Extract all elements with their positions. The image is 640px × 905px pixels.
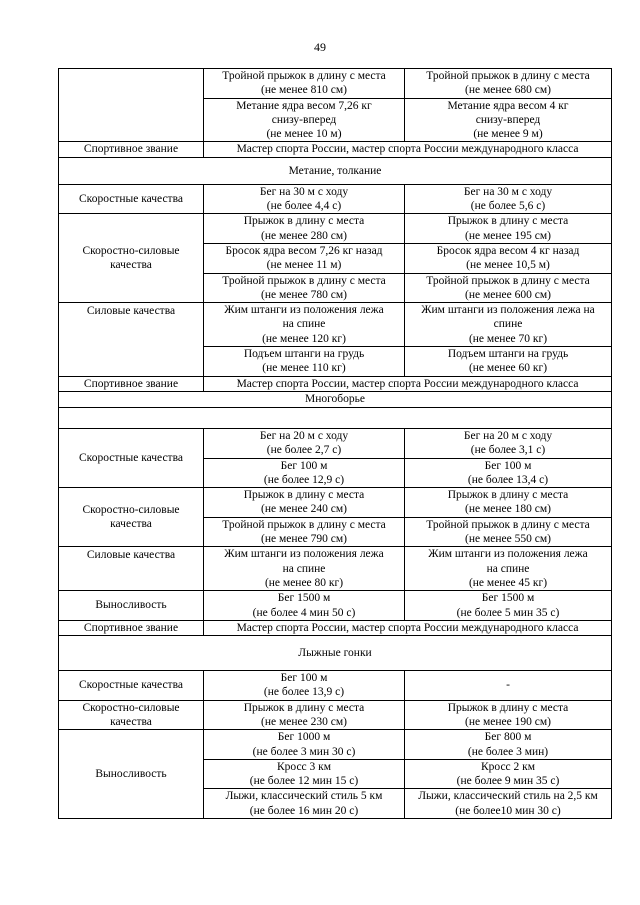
quality-label: Спортивное звание bbox=[59, 142, 204, 157]
table-row bbox=[59, 700, 612, 730]
quality-label: Выносливость bbox=[59, 591, 204, 621]
norm-cell: Тройной прыжок в длину с места (не менее 680 см) bbox=[405, 69, 612, 99]
table-row bbox=[59, 214, 612, 244]
table-row bbox=[59, 407, 612, 428]
section-header-row bbox=[59, 636, 612, 671]
norm-cell: Жим штанги из положения лежа на спине (не менее 70 кг) bbox=[405, 303, 612, 347]
quality-label: Скоростно-силовые качества bbox=[59, 700, 204, 730]
norm-cell: Подъем штанги на грудь (не менее 60 кг) bbox=[405, 347, 612, 377]
quality-label: Скоростные качества bbox=[59, 184, 204, 214]
rank-value: Мастер спорта России, мастер спорта России международного класса bbox=[204, 620, 612, 635]
quality-label: Скоростные качества bbox=[59, 428, 204, 487]
norm-cell: Тройной прыжок в длину с места (не менее 550 см) bbox=[405, 517, 612, 547]
norm-cell: Бег на 20 м с ходу (не более 3,1 с) bbox=[405, 428, 612, 458]
norm-cell: Бросок ядра весом 7,26 кг назад (не менее 11 м) bbox=[204, 243, 405, 273]
norm-cell: Подъем штанги на грудь (не менее 110 кг) bbox=[204, 347, 405, 377]
norm-cell: Тройной прыжок в длину с места (не менее 600 см) bbox=[405, 273, 612, 303]
norm-cell: Кросс 2 км (не более 9 мин 35 с) bbox=[405, 759, 612, 789]
table-row bbox=[59, 547, 612, 591]
page-number: 49 bbox=[314, 40, 326, 54]
norm-cell: Жим штанги из положения лежа на спине (не менее 120 кг) bbox=[204, 303, 405, 347]
quality-label: Скоростные качества bbox=[59, 671, 204, 701]
norm-cell: Метание ядра весом 7,26 кг снизу-вперед (не менее 10 м) bbox=[204, 98, 405, 142]
table-row bbox=[59, 620, 612, 635]
norm-cell: Бросок ядра весом 4 кг назад (не менее 10,5 м) bbox=[405, 243, 612, 273]
norm-cell: Бег на 20 м с ходу (не более 2,7 с) bbox=[204, 428, 405, 458]
section-header-row bbox=[59, 391, 612, 407]
norm-cell: Прыжок в длину с места (не менее 180 см) bbox=[405, 488, 612, 518]
norm-cell: Жим штанги из положения лежа на спине (не менее 45 кг) bbox=[405, 547, 612, 591]
norm-cell: Лыжи, классический стиль на 2,5 км (не более10 мин 30 с) bbox=[405, 789, 612, 819]
table-row bbox=[59, 303, 612, 347]
quality-label: Силовые качества bbox=[59, 547, 204, 591]
norm-cell: Бег на 30 м с ходу (не более 4,4 с) bbox=[204, 184, 405, 214]
quality-label: Спортивное звание bbox=[59, 620, 204, 635]
norm-cell: Лыжи, классический стиль 5 км (не более 16 мин 20 с) bbox=[204, 789, 405, 819]
norm-cell: Тройной прыжок в длину с места (не менее 810 см) bbox=[204, 69, 405, 99]
rank-value: Мастер спорта России, мастер спорта России международного класса bbox=[204, 376, 612, 391]
norm-cell: Бег 800 м (не более 3 мин) bbox=[405, 730, 612, 760]
rank-value: Мастер спорта России, мастер спорта России международного класса bbox=[204, 142, 612, 157]
section-title: Лыжные гонки bbox=[59, 636, 612, 671]
norm-cell: Бег на 30 м с ходу (не более 5,6 с) bbox=[405, 184, 612, 214]
norm-cell: Метание ядра весом 4 кг снизу-вперед (не менее 9 м) bbox=[405, 98, 612, 142]
table-row bbox=[59, 184, 612, 214]
empty-cell bbox=[59, 69, 204, 142]
norm-cell: Бег 1500 м (не более 4 мин 50 с) bbox=[204, 591, 405, 621]
quality-label: Спортивное звание bbox=[59, 376, 204, 391]
norm-cell: Кросс 3 км (не более 12 мин 15 с) bbox=[204, 759, 405, 789]
table-row bbox=[59, 376, 612, 391]
norm-cell: Прыжок в длину с места (не менее 240 см) bbox=[204, 488, 405, 518]
norm-cell: Тройной прыжок в длину с места (не менее 790 см) bbox=[204, 517, 405, 547]
norm-cell: Прыжок в длину с места (не менее 195 см) bbox=[405, 214, 612, 244]
table-row bbox=[59, 428, 612, 458]
table-row bbox=[59, 671, 612, 701]
quality-label: Силовые качества bbox=[59, 303, 204, 376]
quality-label: Скоростно-силовые качества bbox=[59, 488, 204, 547]
norm-cell: Бег 1000 м (не более 3 мин 30 с) bbox=[204, 730, 405, 760]
table-row bbox=[59, 488, 612, 518]
norm-cell: Прыжок в длину с места (не менее 280 см) bbox=[204, 214, 405, 244]
norm-cell: Прыжок в длину с места (не менее 190 см) bbox=[405, 700, 612, 730]
norm-cell: - bbox=[405, 671, 612, 701]
section-title: Многоборье bbox=[59, 391, 612, 407]
empty-row bbox=[59, 407, 612, 428]
standards-table bbox=[58, 68, 612, 819]
norm-cell: Жим штанги из положения лежа на спине (не менее 80 кг) bbox=[204, 547, 405, 591]
norm-cell: Бег 100 м (не более 13,9 с) bbox=[204, 671, 405, 701]
table-row bbox=[59, 730, 612, 760]
table-row bbox=[59, 591, 612, 621]
table-row bbox=[59, 69, 612, 99]
section-header-row bbox=[59, 157, 612, 184]
table-row bbox=[59, 142, 612, 157]
norm-cell: Бег 100 м (не более 13,4 с) bbox=[405, 458, 612, 488]
section-title: Метание, толкание bbox=[59, 157, 612, 184]
norm-cell: Тройной прыжок в длину с места (не менее 780 см) bbox=[204, 273, 405, 303]
quality-label: Скоростно-силовые качества bbox=[59, 214, 204, 303]
norm-cell: Прыжок в длину с места (не менее 230 см) bbox=[204, 700, 405, 730]
quality-label: Выносливость bbox=[59, 730, 204, 819]
norm-cell: Бег 100 м (не более 12,9 с) bbox=[204, 458, 405, 488]
norm-cell: Бег 1500 м (не более 5 мин 35 с) bbox=[405, 591, 612, 621]
